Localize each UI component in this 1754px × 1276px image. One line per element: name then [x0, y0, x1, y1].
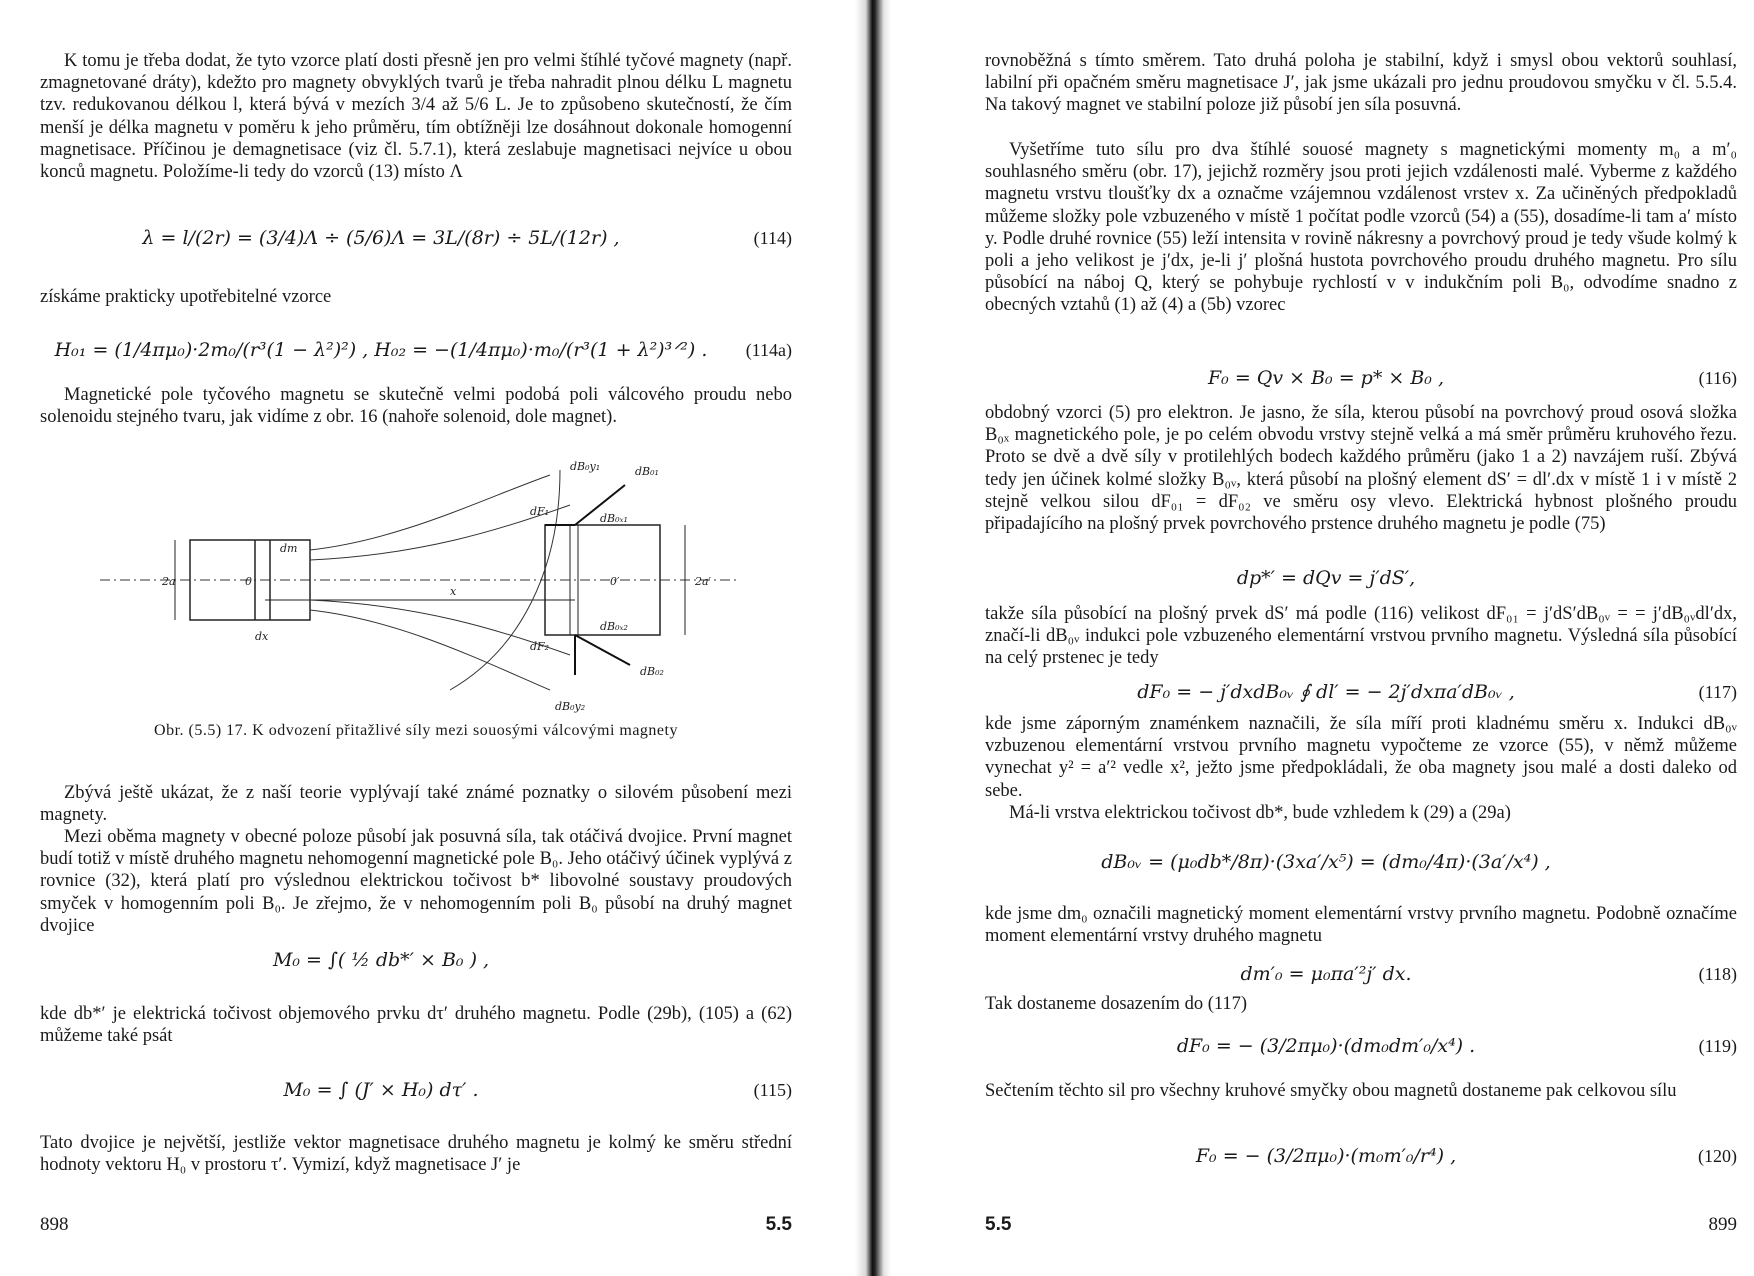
label-0: 0: [245, 575, 252, 588]
right-paragraph-7: kde jsme dm₀ označili magnetický moment elementární vrstvy prvního magnetu. Podobně označíme moment elementární vrstvy druhého magnetu: [985, 904, 1737, 947]
book-gutter: [855, 0, 891, 1276]
formula-120-expr: F₀ = − (3/2πμ₀)·(m₀m′₀/r⁴) ,: [1195, 1145, 1457, 1167]
left-paragraph-3: Magnetické pole tyčového magnetu se skutečně velmi podobá poli válcového proudu nebo solenoidu stejného tvaru, jak vidíme z obr. 16 (nahoře solenoid, dole magnet).: [40, 385, 792, 428]
left-paragraph-4: Zbývá ještě ukázat, že z naší teorie vyplývají také známé poznatky o silovém působení mezi magnety.: [40, 783, 792, 826]
formula-118-expr: dm′₀ = μ₀πa′²j′ dx.: [1240, 963, 1412, 985]
formula-M0-integral: [40, 930, 792, 990]
label-dF2: dF₂: [530, 640, 550, 653]
left-paragraph-7: Tato dvojice je největší, jestliže vektor magnetisace druhého magnetu je kolmý ke směru střední hodnoty vektoru H₀ v prostoru τ′. Vymizí, když magnetisace J′ je: [40, 1133, 792, 1176]
formula-dB0v: [985, 832, 1737, 892]
left-paragraph-6: kde db*′ je elektrická točivost objemového prvku dτ′ druhého magnetu. Podle (29b), (105) a (62) můžeme také psát: [40, 1004, 792, 1047]
left-paragraph-2: získáme prakticky upotřebitelné vzorce: [40, 287, 332, 307]
magnets-diagram: [100, 450, 760, 715]
formula-116-number: (116): [1698, 368, 1737, 388]
right-paragraph-5: kde jsme záporným znaménkem naznačili, že síla míří proti kladnému směru x. Indukci dB₀ᵥ vzbuzenou elementární vrstvou prvního magnetu vypočteme ze vzorce (55), v němž můžeme vynechat y² = a′² vedle x², ježto jsme předpokládali, že oba magnety jsou malé a dosti daleko od sebe.: [985, 714, 1737, 801]
field-line-4: [310, 610, 550, 690]
label-dx: dx: [255, 630, 269, 643]
label-dBo1: dB₀₁: [635, 465, 659, 478]
vector-dB02: [575, 635, 630, 665]
formula-114: [40, 208, 792, 268]
right-section-label: 5.5: [985, 1214, 1012, 1235]
formula-114-expr: λ = l/(2r) = (3/4)Λ ÷ (5/6)Λ = 3L/(8r) ÷ 5L/(12r) ,: [142, 227, 620, 249]
right-paragraph-1: rovnoběžná s tímto směrem. Tato druhá poloha je stabilní, když i smysl obou vektorů souhlasí, labilní při opačném směru magnetisace J′, jak jsme ukázali pro jednu proudovou smyčku v čl. 5.5.4. Na takový magnet ve stabilní poloze již působí jen síla posuvná.: [985, 51, 1737, 116]
formula-116-expr: F₀ = Qv × B₀ = p* × B₀ ,: [1207, 367, 1444, 389]
formula-118-number: (118): [1698, 964, 1737, 984]
right-paragraph-4: takže síla působící na plošný prvek dS′ má podle (116) velikost dF₀₁ = j′dS′dB₀ᵥ = = j′dB₀ᵥdl′dx, značí-li dB₀ᵥ indukci pole vzbuzeného elementární vrstvou prvního magnetu. Výsledná síla působící na celý prstenec je tedy: [985, 604, 1737, 669]
formula-119-expr: dF₀ = − (3/2πμ₀)·(dm₀dm′₀/x⁴) .: [1176, 1035, 1476, 1057]
figure-17: [100, 450, 760, 715]
label-2a: 2a: [162, 575, 176, 588]
formula-dB0v-expr: dB₀ᵥ = (μ₀db*/8π)·(3xa′/x⁵) = (dm₀/4π)·(3a′/x⁴) ,: [1101, 851, 1551, 873]
formula-M0-integral-expr: M₀ = ∫( ½ db*′ × B₀ ) ,: [272, 949, 490, 971]
formula-120: [985, 1126, 1737, 1186]
label-dBox1: dB₀ₓ₁: [600, 512, 628, 525]
formula-117-number: (117): [1698, 682, 1737, 702]
left-section-label: 5.5: [765, 1214, 792, 1235]
figure-caption: Obr. (5.5) 17. K odvození přitažlivé síly mezi souosými válcovými magnety: [154, 722, 678, 739]
formula-114a-expr: H₀₁ = (1/4πμ₀)·2m₀/(r³(1 − λ²)²) , H₀₂ = −(1/4πμ₀)·m₀/(r³(1 + λ²)³ᐟ²) .: [54, 339, 708, 361]
right-page: [985, 0, 1737, 1276]
label-dm: dm: [280, 542, 298, 555]
formula-115-number: (115): [753, 1080, 792, 1100]
label-2a-prime: 2a′: [695, 575, 712, 588]
formula-117-expr: dF₀ = − j′dxdB₀ᵥ ∮ dl′ = − 2j′dxπa′dB₀ᵥ ,: [1137, 681, 1515, 703]
label-dF1: dF₁: [530, 505, 550, 518]
label-x: x: [450, 585, 457, 598]
left-page: [40, 0, 792, 1276]
formula-dp: [985, 548, 1737, 608]
formula-115-expr: M₀ = ∫ (J′ × H₀) dτ′ .: [283, 1079, 479, 1101]
formula-119-number: (119): [1698, 1036, 1737, 1056]
left-page-number: 898: [40, 1214, 69, 1235]
formula-114a-number: (114a): [745, 340, 792, 360]
right-paragraph-6: Má-li vrstva elektrickou točivost db*, bude vzhledem k (29) a (29a): [1009, 803, 1511, 823]
right-page-number: 899: [1708, 1214, 1737, 1235]
formula-114-number: (114): [753, 228, 792, 248]
formula-116: [985, 348, 1737, 408]
label-dBoy2: dB₀y₂: [555, 700, 586, 713]
right-paragraph-8: Tak dostaneme dosazením do (117): [985, 994, 1248, 1014]
left-paragraph-5: Mezi oběma magnety v obecné poloze působí jak posuvná síla, tak otáčivá dvojice. První magnet budí totiž v místě druhého magnetu nehomogenní magnetické pole B₀. Jeho otáčivý účinek vyplývá z rovnice (32), která platí pro výslednou elektrickou točivost b* libovolné soustavy proudových smyček v homogenním poli B₀. Je zřejmo, že v nehomogenním poli B₀ působí na druhý magnet dvojice: [40, 827, 792, 936]
label-dBox2: dB₀ₓ₂: [600, 620, 628, 633]
formula-115: [40, 1060, 792, 1120]
right-paragraph-3: obdobný vzorci (5) pro elektron. Je jasno, že síla, kterou působí na povrchový proud osová složka B₀ₓ magnetického pole, je po celém obvodu vrstvy stejně velká a má směr průměru kruhového řezu. Proto se dvě a dvě síly v protilehlých bodech každého průměru (jako 1 a 2) navzájem ruší. Zbývá tedy jen účinek kolmé složky B₀ᵥ, která působí na plošný element dS′ = dl′.dx v místě 1 i v místě 2 stejně velkou silou dF₀₁ = dF₀₂ ve směru osy vlevo. Elektrická hybnost plošného proudu připadajícího na plošný prvek povrchového prstence druhého magnetu je podle (75): [985, 403, 1737, 535]
label-0-prime: 0′: [610, 575, 620, 588]
formula-114a: [40, 320, 792, 380]
formula-119: [985, 1016, 1737, 1076]
field-line-1: [310, 475, 550, 550]
right-paragraph-2: Vyšetříme tuto sílu pro dva štíhlé souosé magnety s magnetickými momenty m₀ a m′₀ souhlasného směru (obr. 17), jejichž rozměry jsou proti jejich vzdálenosti malé. Vyberme z každého magnetu vrstvu tloušťky dx a označme vzájemnou vzdálenost vrstev x. Za učiněných předpokladů můžeme složky pole vzbuzeného v místě 1 počítat podle vzorců (54) a (55), dosadíme-li tam a′ místo y. Podle druhé rovnice (55) leží intensita v rovině nákresny a povrchový proud je tedy všude kolmý k poli a jeho velikost je j′dx, je-li j′ plošná hustota povrchového proudu druhého magnetu. Pro sílu působící na náboj Q, který se pohybuje rychlostí v v indukčním poli B₀, odvodíme snadno z obecných vztahů (1) až (4) a (5b) vzorec: [985, 140, 1737, 316]
left-paragraph-1: K tomu je třeba dodat, že tyto vzorce platí dosti přesně jen pro velmi štíhlé tyčové magnety (např. zmagnetované dráty), kdežto pro magnety obvyklých tvarů je třeba nahradit plnou délku L magnetu tzv. redukovanou délkou l, která bývá v mezích 3/4 až 5/6 L. Je to způsobeno skutečností, že čím menší je délka magnetu v poměru k jeho průměru, tím obtížněji lze dosáhnout dokonale homogenní magnetisace. Příčinou je demagnetisace (viz čl. 5.7.1), která zeslabuje magnetisaci nejvíce u obou konců magnetu. Položíme-li tedy do vzorců (13) místo Λ: [40, 51, 792, 183]
label-dBo2: dB₀₂: [640, 665, 664, 678]
right-paragraph-9: Sečtením těchto sil pro všechny kruhové smyčky obou magnetů dostaneme pak celkovou sílu: [985, 1081, 1677, 1101]
formula-dp-expr: dp*′ = dQv = j′dS′,: [1236, 567, 1416, 589]
label-dBoy1: dB₀y₁: [570, 460, 601, 473]
formula-120-number: (120): [1698, 1146, 1737, 1166]
